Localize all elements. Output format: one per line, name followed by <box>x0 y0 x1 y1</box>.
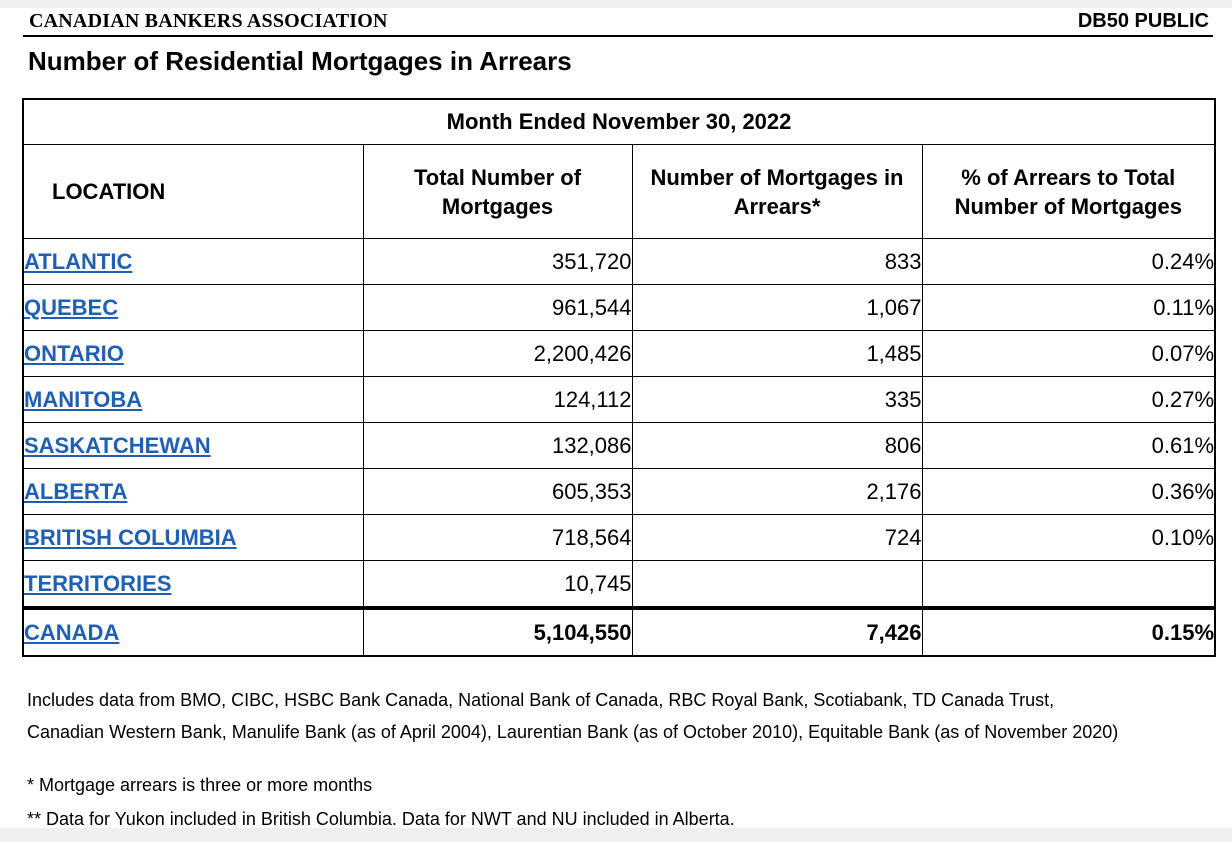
percent-cell: 0.11% <box>922 285 1215 331</box>
location-link-saskatchewan[interactable]: SASKATCHEWAN <box>24 432 211 458</box>
document-header <box>23 8 1213 37</box>
location-link-ontario[interactable]: ONTARIO <box>24 340 124 366</box>
period-header-row <box>23 99 1215 145</box>
includes-note-line2: Canadian Western Bank, Manulife Bank (as of April 2004), Laurentian Bank (as of October 2010), Equitable Bank (as of November 2020) <box>27 722 1119 742</box>
total-cell: 132,086 <box>363 423 632 469</box>
notes-section <box>27 684 1227 836</box>
arrears-cell: 7,426 <box>632 608 922 656</box>
table-row <box>23 515 1215 561</box>
column-header-total: Total Number of Mortgages <box>363 145 632 239</box>
percent-cell <box>922 561 1215 609</box>
location-link-atlantic[interactable]: ATLANTIC <box>24 248 133 274</box>
location-cell <box>23 285 363 331</box>
table-row <box>23 469 1215 515</box>
column-header-arrears: Number of Mortgages in Arrears* <box>632 145 922 239</box>
period-header: Month Ended November 30, 2022 <box>23 99 1215 145</box>
table-row <box>23 239 1215 285</box>
location-link-territories[interactable]: TERRITORIES <box>24 570 172 596</box>
location-cell <box>23 377 363 423</box>
percent-cell: 0.07% <box>922 331 1215 377</box>
location-cell <box>23 515 363 561</box>
total-cell: 718,564 <box>363 515 632 561</box>
location-link-manitoba[interactable]: MANITOBA <box>24 386 143 412</box>
percent-cell: 0.61% <box>922 423 1215 469</box>
table-row <box>23 423 1215 469</box>
total-row <box>23 608 1215 656</box>
total-cell: 10,745 <box>363 561 632 609</box>
arrears-cell: 2,176 <box>632 469 922 515</box>
arrears-cell: 1,485 <box>632 331 922 377</box>
arrears-table <box>22 98 1216 657</box>
includes-note-line1: Includes data from BMO, CIBC, HSBC Bank Canada, National Bank of Canada, RBC Royal Bank, Scotiabank, TD Canada Trust, <box>27 690 1055 710</box>
percent-cell: 0.24% <box>922 239 1215 285</box>
percent-cell: 0.15% <box>922 608 1215 656</box>
percent-cell: 0.27% <box>922 377 1215 423</box>
location-link-alberta[interactable]: ALBERTA <box>24 478 128 504</box>
table-row <box>23 285 1215 331</box>
page-title: Number of Residential Mortgages in Arrears <box>28 46 572 76</box>
location-cell <box>23 561 363 609</box>
total-cell: 961,544 <box>363 285 632 331</box>
location-cell <box>23 469 363 515</box>
arrears-cell: 806 <box>632 423 922 469</box>
footnote-territories: ** Data for Yukon included in British Columbia. Data for NWT and NU included in Alberta. <box>27 809 735 829</box>
arrears-cell: 724 <box>632 515 922 561</box>
total-cell: 124,112 <box>363 377 632 423</box>
total-cell: 351,720 <box>363 239 632 285</box>
table-row <box>23 331 1215 377</box>
arrears-cell: 335 <box>632 377 922 423</box>
percent-cell: 0.36% <box>922 469 1215 515</box>
location-cell <box>23 423 363 469</box>
column-header-row <box>23 145 1215 239</box>
location-link-quebec[interactable]: QUEBEC <box>24 294 119 320</box>
table-row <box>23 561 1215 609</box>
table-row <box>23 377 1215 423</box>
arrears-cell <box>632 561 922 609</box>
column-header-location: LOCATION <box>23 145 363 239</box>
arrears-cell: 1,067 <box>632 285 922 331</box>
column-header-percent: % of Arrears to Total Number of Mortgages <box>922 145 1215 239</box>
total-cell: 605,353 <box>363 469 632 515</box>
total-cell: 2,200,426 <box>363 331 632 377</box>
location-cell <box>23 239 363 285</box>
document-page <box>0 8 1232 828</box>
percent-cell: 0.10% <box>922 515 1215 561</box>
arrears-cell: 833 <box>632 239 922 285</box>
total-cell: 5,104,550 <box>363 608 632 656</box>
location-link-canada[interactable]: CANADA <box>24 619 120 645</box>
organization-name: CANADIAN BANKERS ASSOCIATION <box>29 10 388 32</box>
location-cell <box>23 331 363 377</box>
location-cell <box>23 608 363 656</box>
location-link-british-columbia[interactable]: BRITISH COLUMBIA <box>24 524 237 550</box>
document-id: DB50 PUBLIC <box>1077 10 1209 32</box>
footnote-arrears: * Mortgage arrears is three or more months <box>27 775 373 795</box>
